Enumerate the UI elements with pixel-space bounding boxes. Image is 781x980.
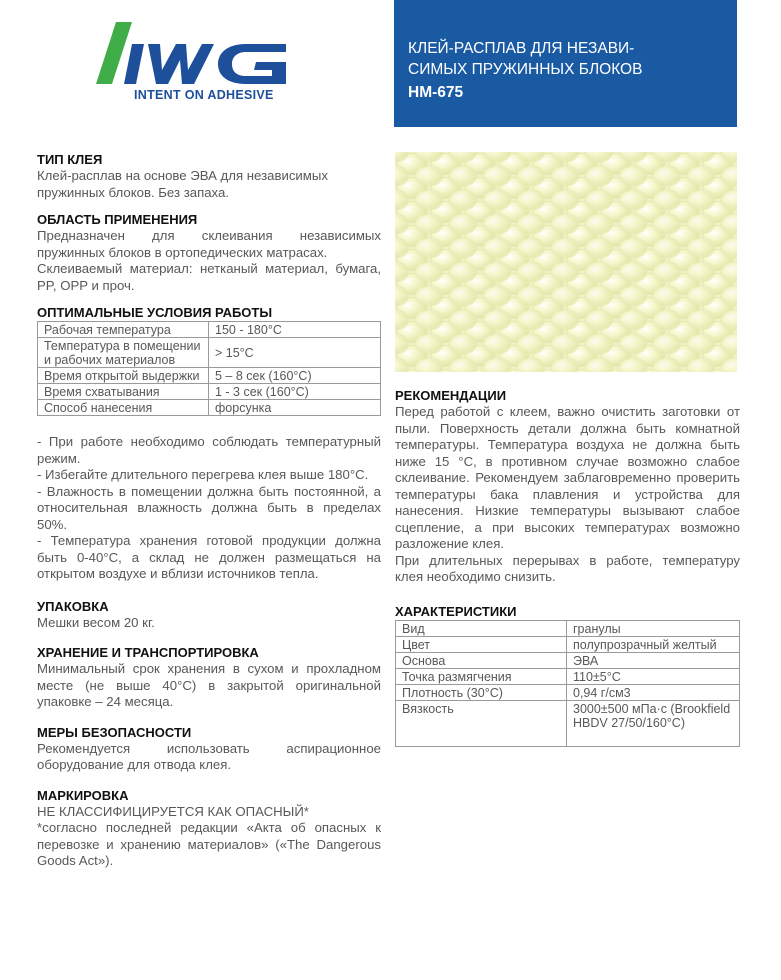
section-text: Перед работой с клеем, важно очистить заготовки от пыли. Поверхность детали должна быть комнатной температуры. Температура воздуха не должна быть ниже 15 °C, в противном случае возможно слабое склеивание. Рекомендуем заблаговременно проверить температуры бака плавления и устройства для нанесения. Низкие температуры вызывают слабое сцепление, а при высоких температурах возможно разложение клея.: [395, 404, 740, 551]
table-row: [396, 636, 740, 652]
table-cell-value: гранулы: [567, 620, 740, 636]
table-row: [396, 652, 740, 668]
list-item: - Избегайте длительного перегрева клея выше 180°C.: [37, 467, 369, 482]
table-row: [396, 668, 740, 684]
section-conditions: [37, 305, 381, 416]
table-cell-value: 150 - 180°C: [209, 322, 381, 338]
table-cell-value: ЭВА: [567, 652, 740, 668]
header-banner: [394, 0, 737, 127]
table-cell-label: Рабочая температура: [38, 322, 209, 338]
list-item: - Температура хранения готовой продукции должна быть 0-40°C, а склад не должен размещаться на открытом воздухе и вблизи источников тепла.: [37, 533, 381, 581]
granules-photo: [395, 152, 737, 372]
table-cell-value: форсунка: [209, 400, 381, 416]
table-cell-value: 3000±500 мПа·с (Brookfield HBDV 27/50/160°C): [567, 700, 740, 746]
table-cell-label: Время схватывания: [38, 384, 209, 400]
section-application: [37, 212, 381, 294]
table-cell-value: 5 – 8 сек (160°C): [209, 368, 381, 384]
section-text: Предназначен для склеивания независимых пружинных блоков в ортопедических матрасах.: [37, 228, 381, 260]
table-cell-label: Способ нанесения: [38, 400, 209, 416]
characteristics-table: [395, 620, 740, 747]
section-text: *согласно последней редакции «Акта об опасных к перевозке и хранению материалов» («The Dangerous Goods Act»).: [37, 820, 381, 868]
table-row: [38, 400, 381, 416]
section-packaging: [37, 599, 381, 632]
section-text: Минимальный срок хранения в сухом и прохладном месте (не выше 40°C) в закрытой оригинальной упаковке – 24 месяца.: [37, 661, 381, 709]
section-text: Клей-расплав на основе ЭВА для независимых пружинных блоков. Без запаха.: [37, 168, 328, 200]
table-cell-label: Плотность (30°C): [396, 684, 567, 700]
section-title: РЕКОМЕНДАЦИИ: [395, 388, 507, 403]
section-title: МАРКИРОВКА: [37, 787, 129, 803]
section-title: МЕРЫ БЕЗОПАСНОСТИ: [37, 724, 192, 740]
table-cell-label: Основа: [396, 652, 567, 668]
section-text: Склеиваемый материал: нетканый материал, бумага, PP, OPP и проч.: [37, 261, 381, 293]
section-title: ОПТИМАЛЬНЫЕ УСЛОВИЯ РАБОТЫ: [37, 305, 273, 320]
section-text: Мешки весом 20 кг.: [37, 614, 155, 630]
left-column: [37, 152, 381, 881]
table-row: [38, 338, 381, 368]
section-recommendations: [395, 388, 740, 586]
section-title: ОБЛАСТЬ ПРИМЕНЕНИЯ: [37, 212, 198, 227]
table-cell-label: Точка размягчения: [396, 668, 567, 684]
table-cell-value: > 15°C: [209, 338, 381, 368]
table-row: [396, 700, 740, 746]
table-cell-value: 110±5°C: [567, 668, 740, 684]
section-title: ХРАНЕНИЕ И ТРАНСПОРТИРОВКА: [37, 645, 259, 660]
section-text: Рекомендуется использовать аспирационное оборудование для отвода клея.: [37, 740, 381, 772]
table-row: [38, 384, 381, 400]
list-item: - Влажность в помещении должна быть постоянной, а относительная влажность должна быть в пределах 50%.: [37, 483, 381, 532]
section-title: ТИП КЛЕЯ: [37, 152, 103, 167]
section-text: При длительных перерывах в работе, температуру клея необходимо снизить.: [395, 552, 740, 584]
section-storage: [37, 645, 381, 711]
table-cell-label: Вязкость: [396, 700, 567, 746]
logo-tagline: INTENT ON ADHESIVE: [134, 88, 274, 102]
table-cell-label: Время открытой выдержки: [38, 368, 209, 384]
table-cell-value: 1 - 3 сек (160°C): [209, 384, 381, 400]
notes-list: [37, 434, 381, 583]
section-glue-type: [37, 152, 381, 201]
product-title-line: КЛЕЙ-РАСПЛАВ ДЛЯ НЕЗАВИ-: [408, 40, 635, 57]
product-title: [408, 38, 728, 80]
section-text: НЕ КЛАССИФИЦИРУЕТСЯ КАК ОПАСНЫЙ*: [37, 803, 309, 819]
section-marking: [37, 788, 381, 870]
table-cell-label: Цвет: [396, 636, 567, 652]
table-cell-value: полупрозрачный желтый: [567, 636, 740, 652]
section-title: УПАКОВКА: [37, 598, 109, 614]
table-row: [38, 368, 381, 384]
product-title-line: СИМЫХ ПРУЖИННЫХ БЛОКОВ: [408, 61, 643, 78]
list-item: - При работе необходимо соблюдать температурный режим.: [37, 434, 381, 466]
section-characteristics: [395, 604, 740, 747]
table-cell-label: Температура в помещении и рабочих материалов: [38, 338, 209, 368]
table-row: [396, 684, 740, 700]
table-cell-label: Вид: [396, 620, 567, 636]
product-code: HM-675: [408, 84, 464, 101]
conditions-table: [37, 321, 381, 416]
table-row: [396, 620, 740, 636]
granules-image-icon: [395, 152, 737, 372]
table-row: [38, 322, 381, 338]
section-safety: [37, 725, 381, 774]
section-title: ХАРАКТЕРИСТИКИ: [395, 603, 517, 619]
right-column: [395, 388, 740, 758]
table-cell-value: 0,94 г/см3: [567, 684, 740, 700]
